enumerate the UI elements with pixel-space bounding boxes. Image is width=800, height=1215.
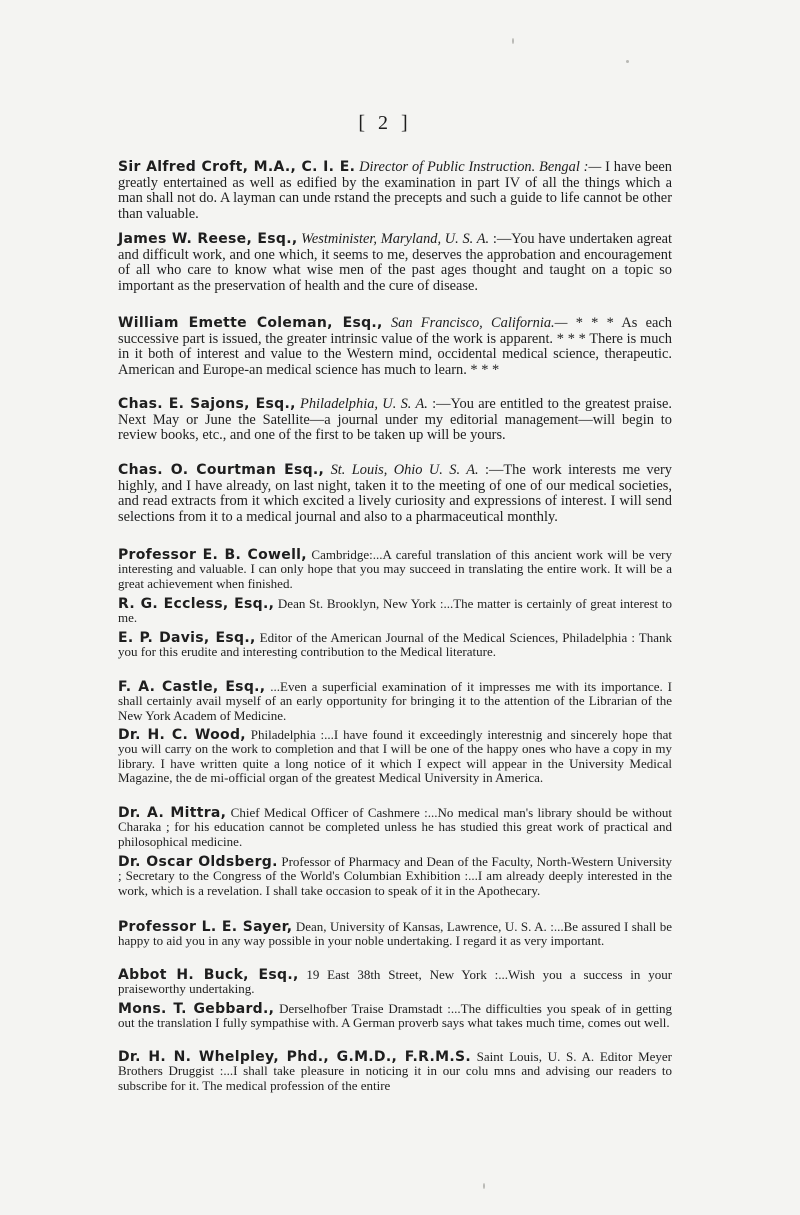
print-speck <box>483 1183 485 1189</box>
testimonial-text: Cambridge:...A careful translation of this ancient work will be very interesting and valuable. I can only hope that you may succeed in translating the entire work. It will be a great achievement when finished. <box>118 547 672 591</box>
testimonial-text: I have been greatly entertained as well as edified by the examination in part IV of all the things which a man shall not do. A layman can unde rstand the precepts and such a guide to life cannot be other than valuable. <box>118 159 672 222</box>
testimonial-author: R. G. Eccless, Esq., <box>118 596 275 612</box>
testimonial-text: Professor of Pharmacy and Dean of the Faculty, North-Western University ; Secretary to the Congress of the World's Columbian Exhibition :...I am already deeply interested in the work, which is a revelation. I shall take occasion to speak of it in the Apothecary. <box>118 854 672 898</box>
testimonial-text: :—You are entitled to the greatest praise. Next May or June the Satellite—a journal under my editorial management—will begin to review books, etc., and one of the first to be taken up will be yours. <box>118 396 672 444</box>
testimonial-location: San Francisco, California.— <box>390 315 568 331</box>
testimonial-author: Sir Alfred Croft, M.A., C. I. E. <box>118 159 356 175</box>
testimonial-author: Dr. H. C. Wood, <box>118 727 246 743</box>
testimonial-location: Director of Public Instruction. Bengal :— <box>359 159 602 175</box>
testimonial-entry <box>118 680 672 723</box>
testimonial-entry <box>118 806 672 849</box>
testimonial-author: Dr. Oscar Oldsberg. <box>118 854 278 870</box>
print-speck <box>626 60 629 63</box>
testimonial-author: Chas. O. Courtman Esq., <box>118 462 325 478</box>
testimonial-location: Philadelphia, U. S. A. <box>300 396 428 412</box>
testimonial-location: St. Louis, Ohio U. S. A. <box>330 462 479 478</box>
testimonial-author: Professor E. B. Cowell, <box>118 547 307 563</box>
testimonial-text: Dean, University of Kansas, Lawrence, U. S. A. :...Be assured I shall be happy to aid you in any way possible in your noble undertaking. I regard it as very important. <box>118 919 673 949</box>
testimonial-entry <box>118 968 672 997</box>
testimonial-entry <box>118 160 672 222</box>
testimonial-text: Chief Medical Officer of Cashmere :...No medical man's library should be without Charaka ; for his education cannot be completed unless he has studied this great work of practical and philosophical medicine. <box>118 805 673 849</box>
testimonial-author: Abbot H. Buck, Esq., <box>118 967 299 983</box>
testimonial-text: :—The work interests me very highly, and I have already, on last night, taken it to the meeting of one of our medical societies, and read extracts from it which excited a lively curiosity and expressions of interest. I will send selections from it to a medical journal and also to a pharmaceutical monthly. <box>118 462 672 525</box>
testimonial-text: Saint Louis, U. S. A. Editor Meyer Brothers Druggist :...I shall take pleasure in noticing it in our colu mns and advising our readers to subscribe for it. The medical profession of the entire <box>118 1049 672 1093</box>
print-speck <box>512 38 514 44</box>
testimonial-entry <box>118 397 672 444</box>
testimonial-text: Philadelphia :...I have found it exceedingly interestnig and sincerely hope that you will carry on the work to completion and that I will be one of the happy ones who have a copy in my library. I have written quite a long notice of it which I expect will appear in the University Medical Magazine, the de mi-official organ of the greatest Medical University in America. <box>118 727 673 785</box>
testimonial-author: Mons. T. Gebbard., <box>118 1001 275 1017</box>
testimonial-location: Westminister, Maryland, U. S. A. <box>301 231 490 247</box>
testimonial-text: Derselhofber Traise Dramstadt :...The difficulties you speak of in getting out the translation I fully sympathise with. A German proverb says what takes much time, comes out well. <box>118 1001 672 1031</box>
testimonial-author: Professor L. E. Sayer, <box>118 919 293 935</box>
testimonial-entry <box>118 728 672 785</box>
testimonial-entry <box>118 1002 672 1031</box>
testimonial-entry <box>118 548 672 591</box>
testimonial-text: :—You have undertaken agreat and difficult work, and one which, it seems to me, deserves the approbation and encouragement of all who care to know what wise men of the past ages thought and taught on a topic so important as the preservation of health and the cure of disease. <box>118 231 672 294</box>
testimonial-text: 19 East 38th Street, New York :...Wish you a success in your praiseworthy undertaking. <box>118 967 673 997</box>
testimonial-entry <box>118 855 672 898</box>
testimonial-entry <box>118 631 672 660</box>
testimonial-entry <box>118 232 672 294</box>
testimonial-author: F. A. Castle, Esq., <box>118 679 266 695</box>
testimonial-entry <box>118 463 672 525</box>
testimonial-author: James W. Reese, Esq., <box>118 231 298 247</box>
testimonial-entry <box>118 920 672 949</box>
page-number: [ 2 ] <box>358 112 412 134</box>
testimonial-text: * * * As each successive part is issued, the greater intrinsic value of the work is apparent. * * * There is much in it both of interest and value to the Western mind, occidental medical science, therapeutic. American and Europe-an medical science has much to learn. * * * <box>118 315 672 378</box>
testimonial-entry <box>118 316 672 378</box>
testimonial-entry <box>118 1050 672 1093</box>
testimonial-text: Editor of the American Journal of the Medical Sciences, Philadelphia : Thank you for this erudite and interesting contribution to the Medical literature. <box>118 630 672 660</box>
testimonial-author: Chas. E. Sajons, Esq., <box>118 396 296 412</box>
testimonial-author: E. P. Davis, Esq., <box>118 630 256 646</box>
testimonial-author: William Emette Coleman, Esq., <box>118 315 383 331</box>
testimonial-text: Dean St. Brooklyn, New York :...The matter is certainly of great interest to me. <box>118 596 672 626</box>
testimonial-text: ...Even a superficial examination of it impresses me with its importance. I shall certainly avail myself of an early opportunity for bringing it to the attention of the Librarian of the New York Academ of Medicine. <box>118 679 672 723</box>
testimonial-author: Dr. H. N. Whelpley, Phd., G.M.D., F.R.M.S. <box>118 1049 471 1065</box>
testimonial-entry <box>118 597 672 626</box>
testimonial-author: Dr. A. Mittra, <box>118 805 227 821</box>
